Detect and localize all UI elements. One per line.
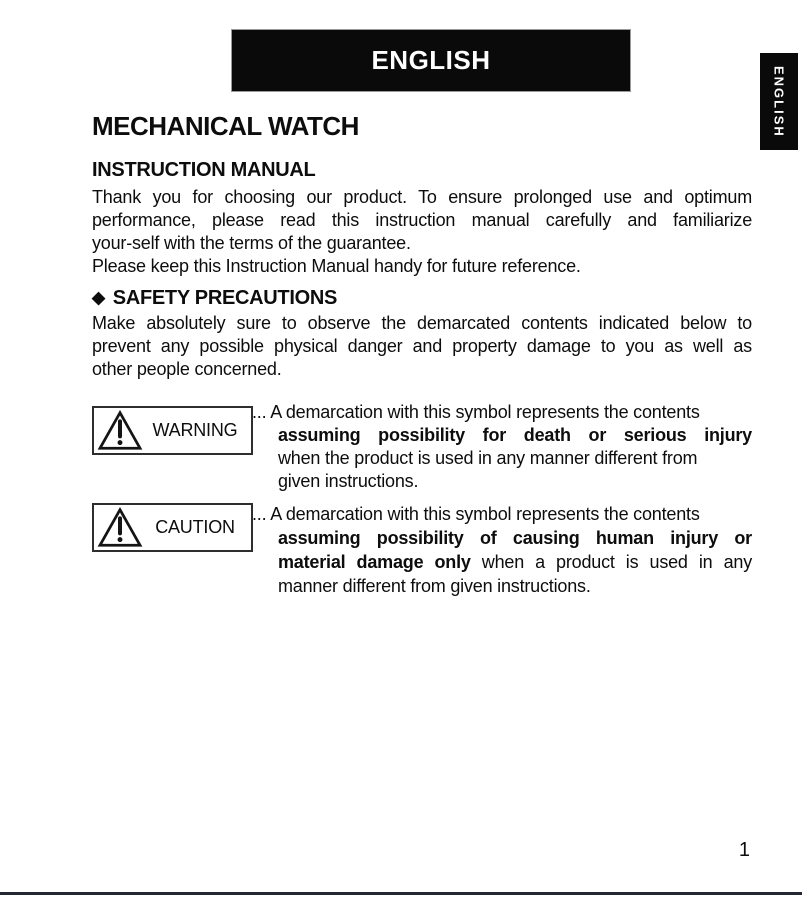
page-title: MECHANICAL WATCH <box>92 111 359 141</box>
safety-line: other people concerned. <box>92 359 282 379</box>
warning-box <box>92 406 253 455</box>
notice-line-segment: material damage only <box>278 552 471 572</box>
language-banner <box>232 30 630 91</box>
notice-line-segment: assuming possibility of causing human injury or <box>278 528 752 548</box>
bottom-rule <box>0 892 802 895</box>
page-number: 1 <box>738 839 750 861</box>
intro-line: Thank you for choosing our product. To ensure prolonged use and optimum <box>92 187 752 207</box>
notice-line-segment: ... A demarcation with this symbol represents the contents <box>252 504 700 524</box>
language-side-tab-label: ENGLISH <box>771 65 787 138</box>
language-side-tab <box>760 53 798 150</box>
notice-line-segment: when a product is used in any <box>470 552 752 572</box>
intro-line: performance, please read this instruction manual carefully and familiarize <box>92 210 752 230</box>
notice-line-segment: manner different from given instructions. <box>278 576 591 596</box>
notice-line <box>278 470 752 493</box>
safety-precautions-heading-label: SAFETY PRECAUTIONS <box>112 287 338 309</box>
safety-paragraph <box>92 312 752 381</box>
language-banner-label: ENGLISH <box>371 45 491 75</box>
safety-line: prevent any possible physical danger and property damage to you as well as <box>92 336 752 356</box>
caution-box <box>92 503 253 552</box>
intro-paragraph <box>92 186 752 278</box>
caution-text <box>252 502 752 598</box>
notice-line-segment: ... A demarcation with this symbol represents the contents <box>252 402 700 422</box>
notice-line <box>278 424 752 447</box>
notice-line <box>278 574 752 598</box>
notice-line-segment: when the product is used in any manner different from <box>278 448 698 468</box>
safety-precautions-heading <box>92 287 337 310</box>
caution-triangle-icon <box>97 507 143 548</box>
warning-label: WARNING <box>152 420 238 440</box>
notice-line <box>278 550 752 574</box>
caution-label: CAUTION <box>155 517 235 537</box>
page-subtitle: INSTRUCTION MANUAL <box>92 159 316 181</box>
notice-line <box>278 447 752 470</box>
intro-line: your-self with the terms of the guarantee. <box>92 233 411 253</box>
intro-line: Please keep this Instruction Manual handy for future reference. <box>92 256 581 276</box>
notice-line-segment: assuming possibility for death or serious injury <box>278 425 752 445</box>
notice-line <box>252 502 752 526</box>
warning-triangle-icon <box>97 410 143 451</box>
notice-line-segment: given instructions. <box>278 471 419 491</box>
notice-line <box>278 526 752 550</box>
notice-line <box>252 401 752 424</box>
warning-text <box>252 401 752 493</box>
safety-line: Make absolutely sure to observe the demarcated contents indicated below to <box>92 313 752 333</box>
diamond-bullet-icon: ◆ <box>92 288 105 307</box>
